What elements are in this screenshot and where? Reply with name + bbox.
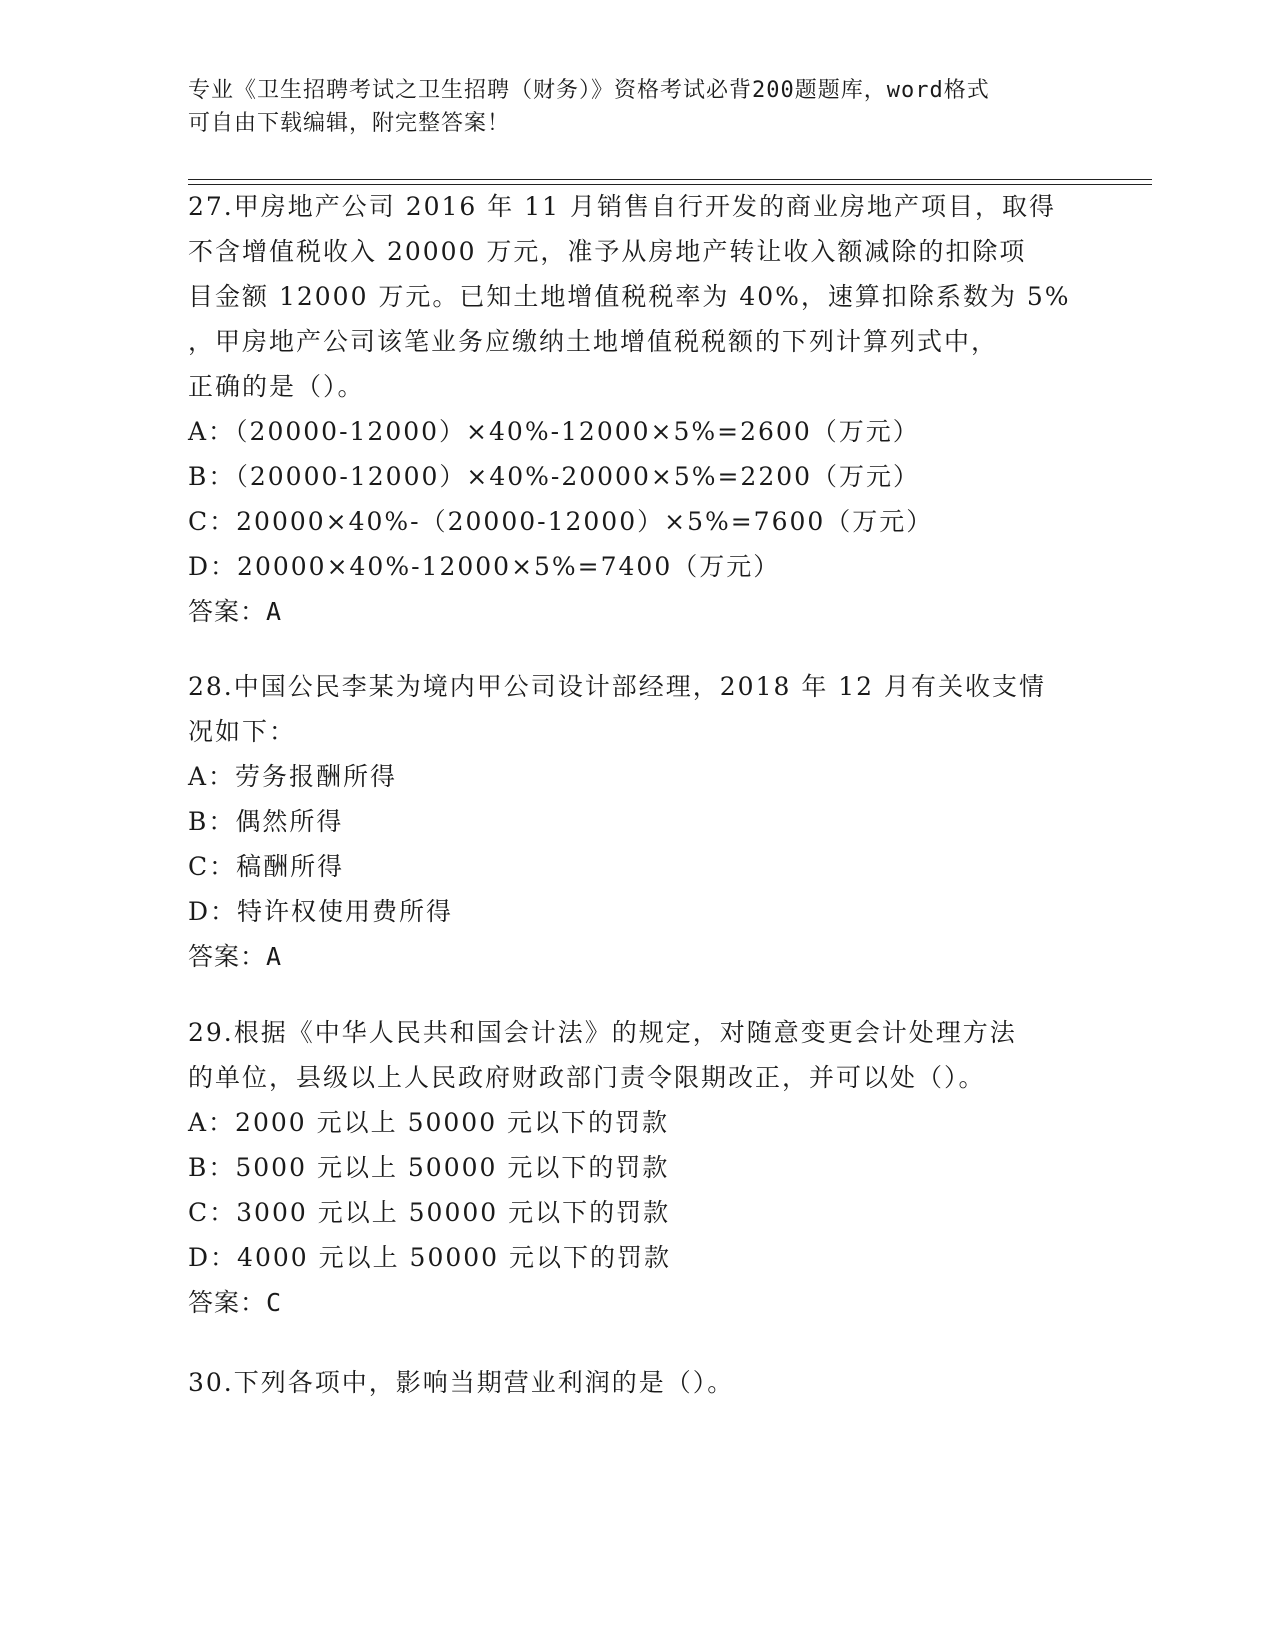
option-d: D：20000×40%-12000×5%=7400（万元）: [188, 552, 781, 581]
question-27: [188, 184, 1088, 634]
question-stem-line: 不含增值税收入 20000 万元，准予从房地产转让收入额减除的扣除项: [188, 237, 1027, 266]
answer-value: C: [266, 1288, 283, 1317]
option-b: B：偶然所得: [188, 807, 344, 836]
answer-line: [188, 934, 1088, 979]
document-header: [188, 74, 1068, 140]
header-title-line-1: 专业《卫生招聘考试之卫生招聘（财务）》资格考试必背200题题库，word格式: [188, 78, 990, 103]
answer-label: 答案：: [188, 1288, 267, 1317]
question-stem-line: 目金额 12000 万元。已知土地增值税税率为 40%，速算扣除系数为 5%: [188, 282, 1071, 311]
option-c: C：3000 元以上 50000 元以下的罚款: [188, 1198, 671, 1227]
answer-label: 答案：: [188, 942, 267, 971]
option-d: D：特许权使用费所得: [188, 897, 454, 926]
answer-value: A: [266, 597, 283, 626]
question-stem-line: 正确的是（）。: [188, 372, 365, 401]
option-c: C：稿酬所得: [188, 852, 345, 881]
question-stem-line: 30.下列各项中，影响当期营业利润的是（）。: [188, 1368, 735, 1397]
answer-line: [188, 1280, 1088, 1325]
option-a: A：2000 元以上 50000 元以下的罚款: [188, 1108, 670, 1137]
option-a: A：（20000-12000）×40%-12000×5%=2600（万元）: [188, 417, 920, 446]
header-divider-top: [188, 179, 1152, 180]
option-c: C：20000×40%-（20000-12000）×5%=7600（万元）: [188, 507, 934, 536]
answer-label: 答案：: [188, 597, 267, 626]
answer-line: [188, 589, 1088, 634]
question-stem-line: 28.中国公民李某为境内甲公司设计部经理，2018 年 12 月有关收支情: [188, 672, 1047, 701]
question-stem-line: 29.根据《中华人民共和国会计法》的规定，对随意变更会计处理方法: [188, 1018, 1017, 1047]
question-30: [188, 1360, 1088, 1405]
option-b: B：5000 元以上 50000 元以下的罚款: [188, 1153, 670, 1182]
question-stem-line: 的单位，县级以上人民政府财政部门责令限期改正，并可以处（）。: [188, 1063, 986, 1092]
header-title-line-2: 可自由下载编辑，附完整答案！: [188, 111, 511, 136]
option-a: A：劳务报酬所得: [188, 762, 398, 791]
question-28: [188, 664, 1088, 979]
option-b: B：（20000-12000）×40%-20000×5%=2200（万元）: [188, 462, 921, 491]
question-29: [188, 1010, 1088, 1325]
question-stem-line: 27.甲房地产公司 2016 年 11 月销售自行开发的商业房地产项目，取得: [188, 192, 1056, 221]
answer-value: A: [266, 942, 283, 971]
question-stem-line: ，甲房地产公司该笔业务应缴纳土地增值税税额的下列计算列式中，: [188, 327, 999, 356]
option-d: D：4000 元以上 50000 元以下的罚款: [188, 1243, 672, 1272]
question-stem-line: 况如下：: [188, 717, 297, 746]
